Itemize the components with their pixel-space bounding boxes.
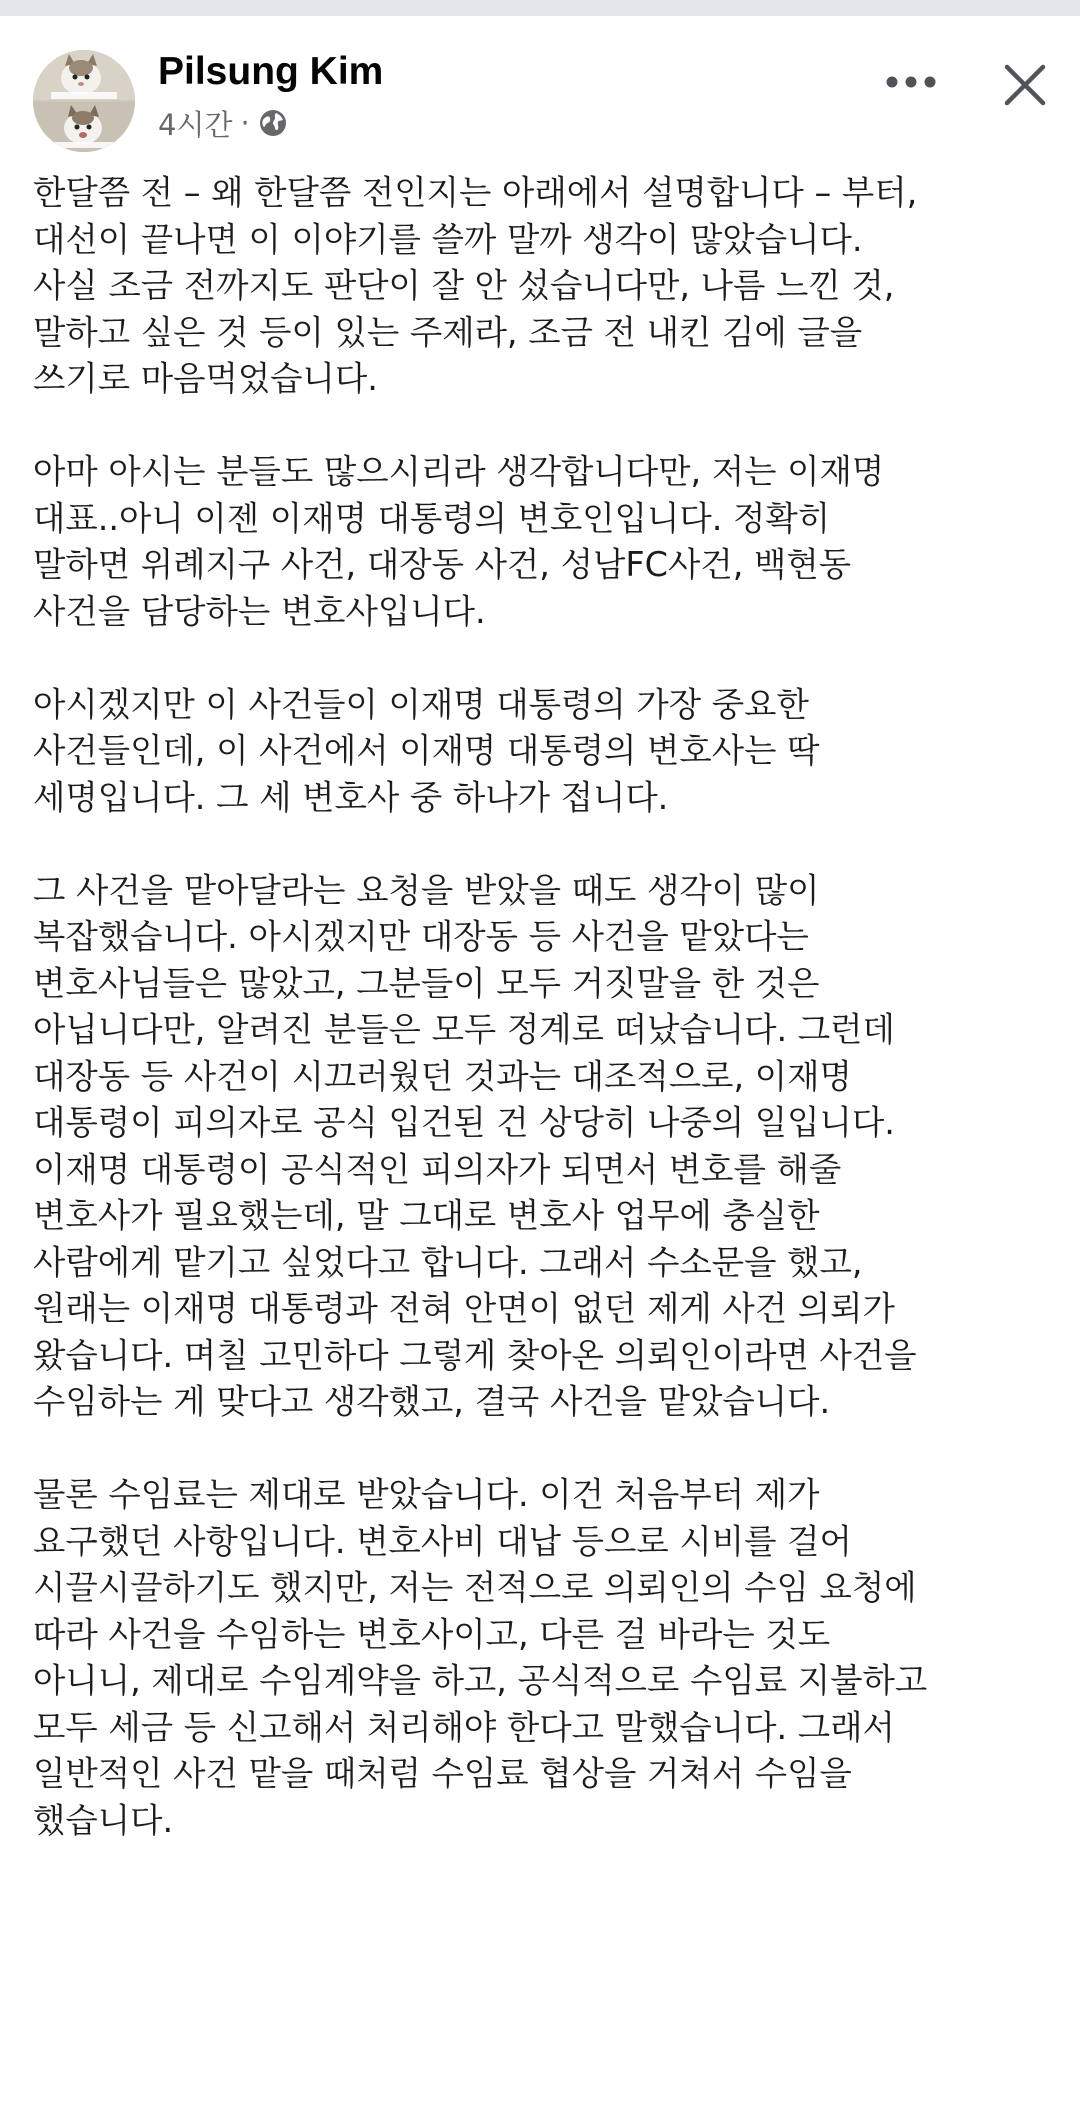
close-icon (1003, 63, 1047, 107)
more-options-button[interactable] (880, 62, 942, 102)
text-line: 말하고 싶은 것 등이 있는 주제라, 조금 전 내킨 김에 글을 (33, 312, 863, 352)
paragraph-2 (33, 449, 1053, 635)
text-line: 모두 세금 등 신고해서 처리해야 한다고 말했습니다. 그래서 (33, 1707, 895, 1747)
text-line: 변호사님들은 많았고, 그분들이 모두 거짓말을 한 것은 (33, 963, 820, 1003)
text-line: 사람에게 맡기고 싶었다고 합니다. 그래서 수소문을 했고, (33, 1242, 863, 1282)
top-divider-strip (0, 0, 1080, 16)
paragraph-1 (33, 170, 1053, 403)
text-line: 일반적인 사건 맡을 때처럼 수임료 협상을 거쳐서 수임을 (33, 1754, 852, 1793)
text-line: 대통령이 피의자로 공식 입건된 건 상당히 나중의 일입니다. (33, 1103, 895, 1142)
post-header (0, 16, 1080, 146)
meta-separator: · (240, 106, 250, 140)
text-line: 복잡했습니다. 아시겠지만 대장동 등 사건을 맡았다는 (33, 917, 809, 956)
text-line: 시끌시끌하기도 했지만, 저는 전적으로 의뢰인의 수임 요청에 (33, 1568, 917, 1607)
author-name[interactable]: Pilsung Kim (158, 50, 384, 93)
text-line: 사건들인데, 이 사건에서 이재명 대통령의 변호사는 딱 (33, 731, 820, 770)
close-button[interactable] (994, 54, 1056, 116)
text-line: 말하면 위례지구 사건, 대장동 사건, 성남FC사건, 백현동 (33, 545, 852, 584)
text-line: 이재명 대통령이 공식적인 피의자가 되면서 변호를 해줄 (33, 1149, 842, 1189)
text-line: 왔습니다. 며칠 고민하다 그렇게 찾아온 의뢰인이라면 사건을 (33, 1335, 917, 1375)
text-line: 한달쯤 전 – 왜 한달쯤 전인지는 아래에서 설명합니다 – 부터, (33, 173, 918, 212)
text-line: 했습니다. (33, 1800, 174, 1840)
text-line: 물론 수임료는 제대로 받았습니다. 이건 처음부터 제가 (33, 1475, 820, 1514)
text-line: 원래는 이재명 대통령과 전혀 안면이 없던 제게 사건 의뢰가 (33, 1289, 895, 1328)
globe-icon[interactable] (258, 108, 288, 138)
text-line: 세명입니다. 그 세 변호사 중 하나가 접니다. (33, 777, 669, 817)
text-line: 대선이 끝나면 이 이야기를 쓸까 말까 생각이 많았습니다. (33, 219, 863, 259)
text-line: 아니니, 제대로 수임계약을 하고, 공식적으로 수임료 지불하고 (33, 1661, 928, 1700)
more-dots-icon (885, 75, 937, 89)
text-line: 수임하는 게 맞다고 생각했고, 결국 사건을 맡았습니다. (33, 1382, 831, 1421)
paragraph-3 (33, 682, 1053, 822)
text-line: 요구했던 사항입니다. 변호사비 대납 등으로 시비를 걸어 (33, 1521, 852, 1561)
text-line: 사건을 담당하는 변호사입니다. (33, 591, 486, 631)
text-line: 대표..아니 이젠 이재명 대통령의 변호인입니다. 정확히 (33, 498, 831, 538)
text-line: 아닙니다만, 알려진 분들은 모두 정계로 떠났습니다. 그런데 (33, 1010, 895, 1049)
paragraph-4 (33, 868, 1053, 1426)
avatar-image (33, 50, 135, 152)
avatar[interactable] (33, 50, 135, 152)
post-meta (158, 105, 288, 141)
text-line: 아시겠지만 이 사건들이 이재명 대통령의 가장 중요한 (33, 684, 809, 724)
paragraph-5 (33, 1472, 1053, 1844)
text-line: 아마 아시는 분들도 많으시리라 생각합니다만, 저는 이재명 (33, 452, 885, 491)
text-line: 대장동 등 사건이 시끄러웠던 것과는 대조적으로, 이재명 (33, 1056, 852, 1096)
text-line: 그 사건을 맡아달라는 요청을 받았을 때도 생각이 많이 (33, 870, 820, 910)
text-line: 따라 사건을 수임하는 변호사이고, 다른 걸 바라는 것도 (33, 1614, 831, 1654)
text-line: 변호사가 필요했는데, 말 그대로 변호사 업무에 충실한 (33, 1196, 820, 1235)
post-body (33, 170, 1053, 1891)
text-line: 쓰기로 마음먹었습니다. (33, 359, 378, 398)
text-line: 사실 조금 전까지도 판단이 잘 안 섰습니다만, 나름 느낀 것, (33, 266, 895, 305)
post-time[interactable]: 4시간 (158, 107, 233, 142)
